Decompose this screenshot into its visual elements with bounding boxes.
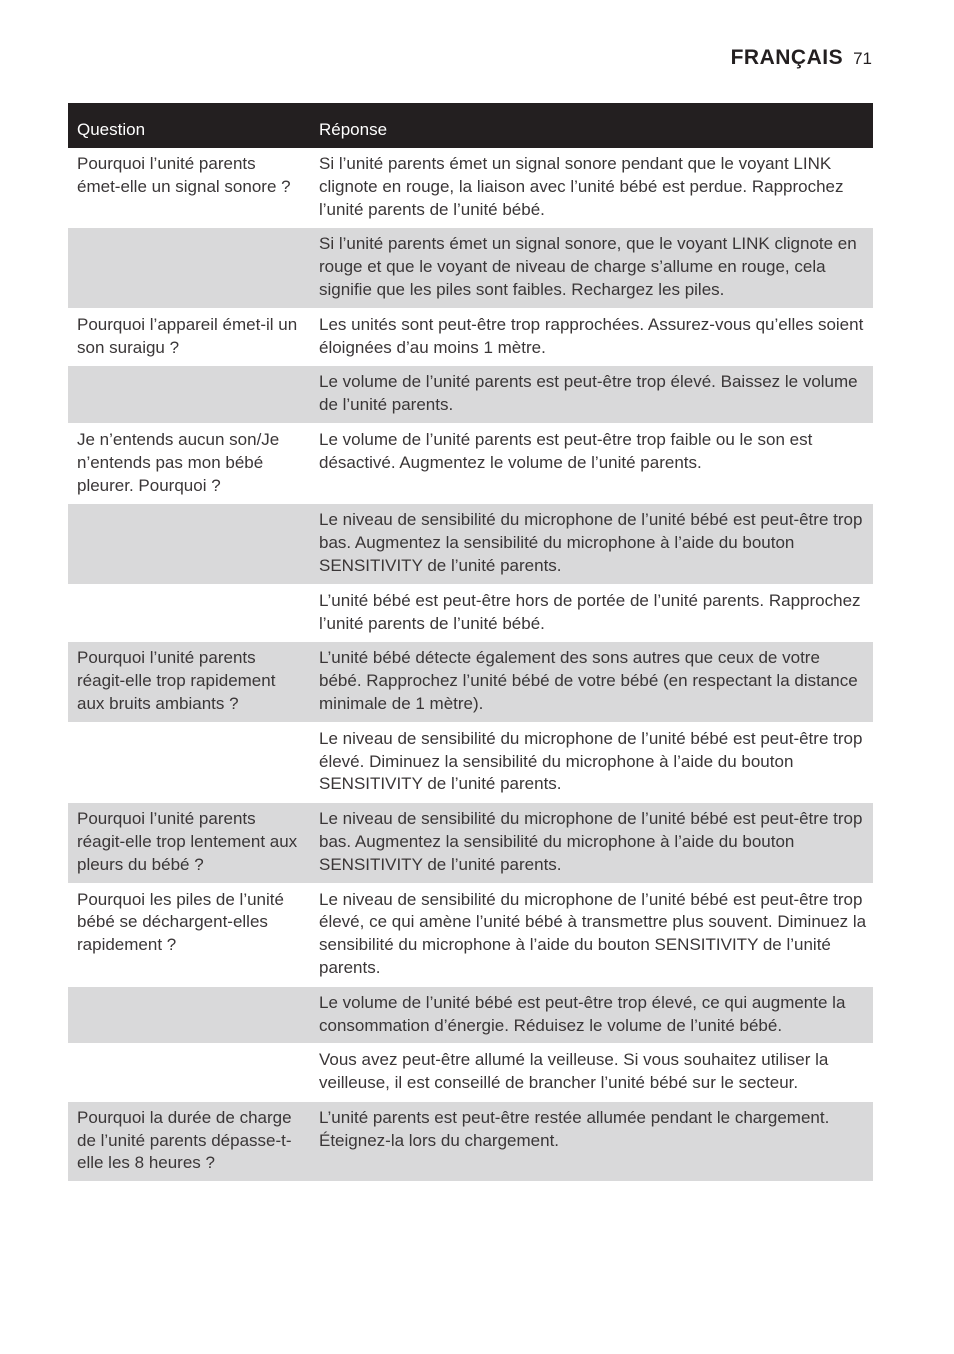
table-row	[68, 722, 873, 802]
answer-cell: Si l’unité parents émet un signal sonore pendant que le voyant LINK clignote en rouge, la liaison avec l’unité bébé est perdue. Rapprochez l’unité parents de l’unité bébé.	[319, 154, 844, 219]
answer-cell: Le volume de l’unité parents est peut-être trop faible ou le son est désactivé. Augmentez le volume de l’unité parents.	[310, 423, 873, 503]
answer-cell: Le niveau de sensibilité du microphone de l’unité bébé est peut-être trop élevé, ce qui amène l’unité bébé à transmettre plus souvent. Diminuez la sensibilité du microphone à l’aide du bouton SENSITIVITY de l’unité parents.	[310, 883, 873, 986]
answer-cell: Le volume de l’unité parents est peut-être trop élevé. Baissez le volume de l’unité parents.	[310, 366, 873, 424]
question-cell: Pourquoi l’unité parents émet-elle un signal sonore ?	[77, 154, 291, 196]
answer-cell: Les unités sont peut-être trop rapprochées. Assurez-vous qu’elles soient éloignées d’au moins 1 mètre.	[310, 308, 873, 366]
answer-cell: L’unité parents est peut-être restée allumée pendant le chargement. Éteignez-la lors du chargement.	[310, 1101, 873, 1181]
troubleshooting-table	[68, 103, 873, 1181]
question-cell	[68, 584, 310, 642]
question-cell	[68, 504, 310, 584]
table-row	[68, 423, 873, 503]
table-row	[68, 308, 873, 366]
answer-cell: L’unité bébé est peut-être hors de portée de l’unité parents. Rapprochez l’unité parents de l’unité bébé.	[310, 584, 873, 642]
column-header-question: Question	[68, 103, 310, 148]
question-cell: Je n’entends aucun son/Je n’entends pas mon bébé pleurer. Pourquoi ?	[68, 423, 310, 503]
answer-cell: Vous avez peut-être allumé la veilleuse. Si vous souhaitez utiliser la veilleuse, il est conseillé de brancher l’unité bébé sur le secteur.	[310, 1044, 873, 1102]
answer-cell: L’unité bébé détecte également des sons autres que ceux de votre bébé. Rapprochez l’unité bébé de votre bébé (en respectant la distance minimale de 1 mètre).	[310, 642, 873, 722]
table-header-row	[68, 103, 873, 148]
answer-cell: Le niveau de sensibilité du microphone de l’unité bébé est peut-être trop élevé. Diminuez la sensibilité du microphone à l’aide du bouton SENSITIVITY de l’unité parents.	[310, 722, 873, 802]
page-number: 71	[853, 49, 872, 68]
answer-cell: Le volume de l’unité bébé est peut-être trop élevé, ce qui augmente la consommation d’énergie. Réduisez le volume de l’unité bébé.	[310, 986, 873, 1044]
table-row	[68, 584, 873, 642]
table-row	[68, 803, 873, 883]
question-cell: Pourquoi l’unité parents réagit-elle trop rapidement aux bruits ambiants ?	[68, 642, 310, 722]
question-cell	[68, 986, 310, 1044]
table-row	[68, 366, 873, 424]
question-cell	[68, 722, 310, 802]
question-cell: Pourquoi les piles de l’unité bébé se déchargent-elles rapidement ?	[68, 883, 310, 986]
column-header-answer: Réponse	[310, 103, 873, 148]
table-row	[68, 228, 873, 308]
answer-cell: Le niveau de sensibilité du microphone de l’unité bébé est peut-être trop bas. Augmentez la sensibilité du microphone à l’aide du bouton SENSITIVITY de l’unité parents.	[310, 504, 873, 584]
table-row	[68, 1101, 873, 1181]
page-header	[731, 46, 872, 70]
table-row	[68, 148, 873, 228]
language-heading: FRANÇAIS	[730, 46, 844, 69]
answer-cell: Le niveau de sensibilité du microphone de l’unité bébé est peut-être trop bas. Augmentez la sensibilité du microphone à l’aide du bouton SENSITIVITY de l’unité parents.	[310, 803, 873, 883]
question-cell	[68, 366, 310, 424]
table-row	[68, 504, 873, 584]
answer-cell: Si l’unité parents émet un signal sonore, que le voyant LINK clignote en rouge et que le voyant de niveau de charge s’allume en rouge, cela signifie que les piles sont faibles. Rechargez les piles.	[310, 228, 873, 308]
question-cell: Pourquoi l’appareil émet-il un son suraigu ?	[68, 308, 310, 366]
question-cell	[68, 228, 310, 308]
question-cell: Pourquoi la durée de charge de l’unité parents dépasse-t-elle les 8 heures ?	[68, 1101, 310, 1181]
table-body	[68, 148, 873, 1181]
question-cell	[68, 1044, 310, 1102]
question-cell: Pourquoi l’unité parents réagit-elle trop lentement aux pleurs du bébé ?	[68, 803, 310, 883]
table-row	[68, 883, 873, 986]
table-row	[68, 986, 873, 1044]
table-row	[68, 1044, 873, 1102]
table-row	[68, 642, 873, 722]
